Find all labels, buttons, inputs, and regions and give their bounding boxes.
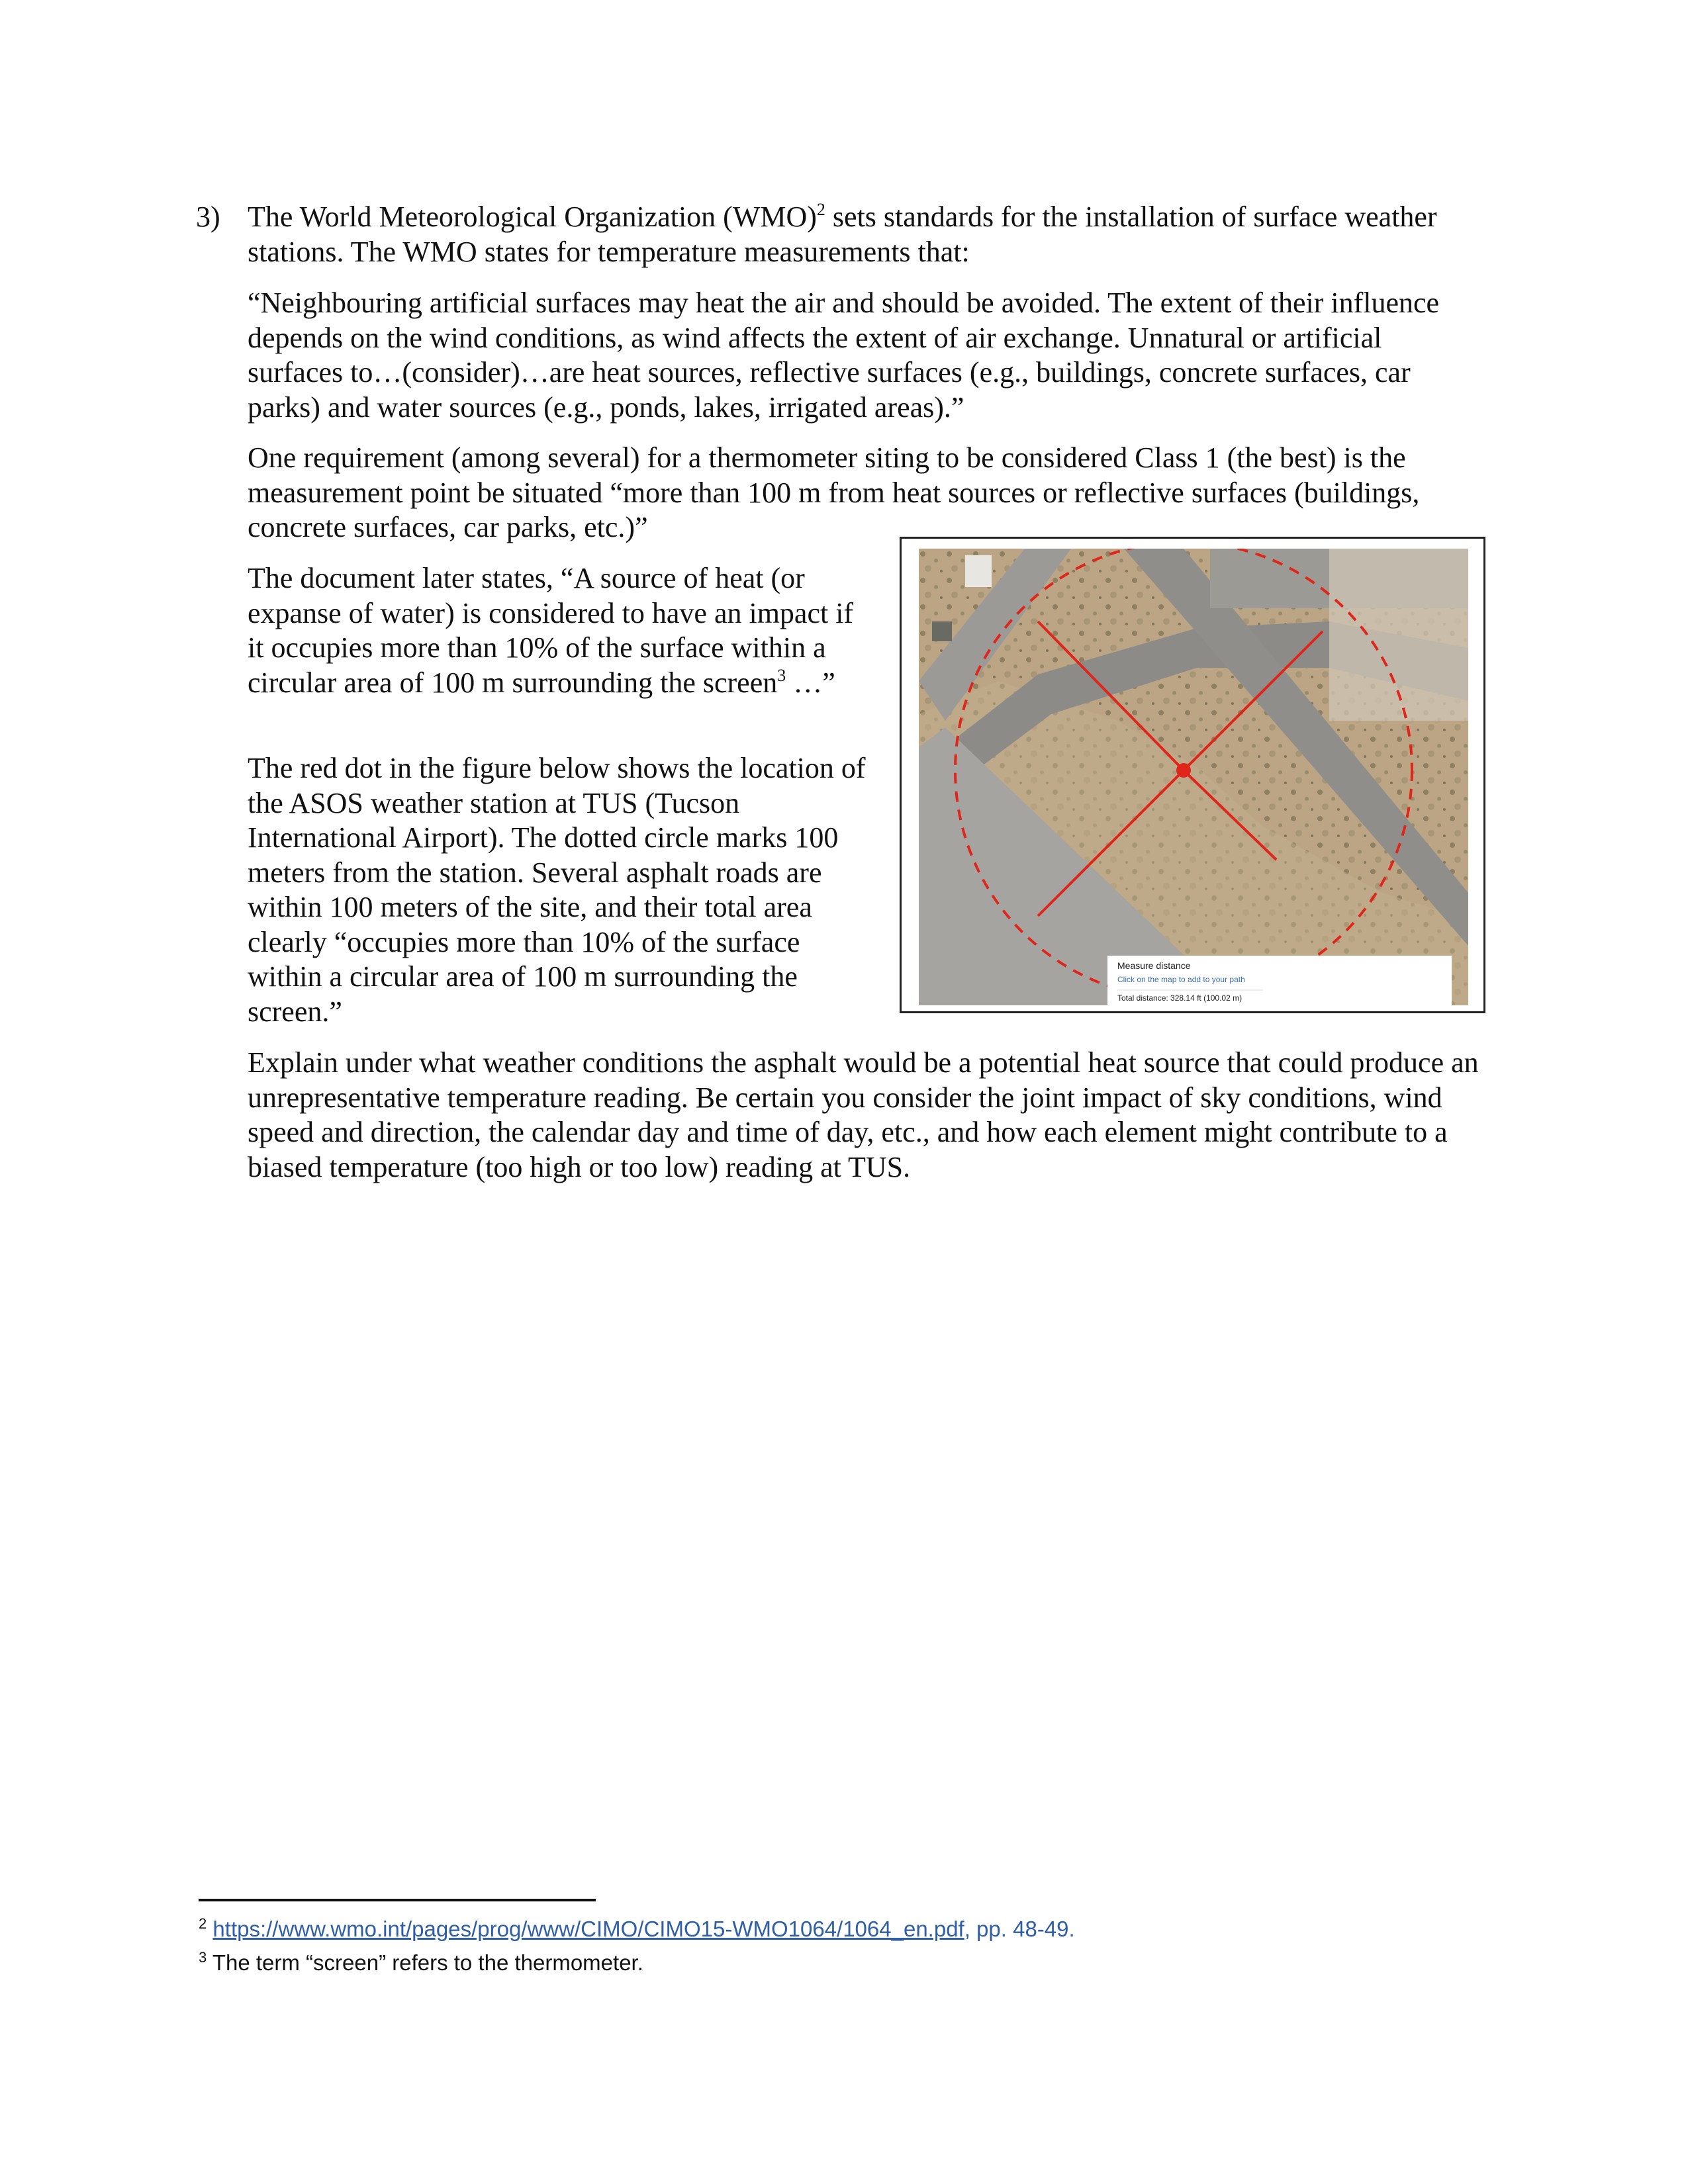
measure-title: Measure distance: [1117, 960, 1191, 971]
figure-description-paragraph: The red dot in the figure below shows the location of the ASOS weather station at TUS (Tucson International Airport). The dotted circle marks 100 meters from the station. Several asphalt roads are within 100 meters of the site, and their total area clearly “occupies more than 10% of the surface within a circular area of 100 m surrounding the screen.”: [248, 752, 866, 1028]
question-number: 3): [196, 201, 220, 233]
heat-source-text-a: The document later states, “A source of heat (or expanse of water) is considered to have an impact if it occupies more than 10% of the surface within a circular area of 100 m surrounding the screen: [248, 562, 854, 699]
building: [965, 555, 992, 587]
footnote-3-number: 3: [199, 1949, 207, 1966]
aerial-figure: [900, 537, 1485, 1013]
measure-hint: Click on the map to add to your path: [1117, 975, 1245, 984]
asos-station-dot: [1176, 763, 1191, 778]
footnote-ref-3[interactable]: 3: [777, 665, 786, 685]
heat-source-text-b: …”: [786, 666, 835, 699]
structure: [932, 621, 952, 641]
intro-text-a: The World Meteorological Organization (WMO): [248, 201, 817, 233]
footnote-2-number: 2: [199, 1915, 207, 1932]
footnote-ref-2[interactable]: 2: [816, 200, 825, 219]
footnote-3: [199, 1950, 643, 1976]
intro-paragraph: [248, 200, 1479, 269]
task-paragraph: Explain under what weather conditions the asphalt would be a potential heat source that could produce an unrepresentative temperature reading. Be certain you consider the joint impact of sky conditions, wind speed and direction, the calendar day and time of day, etc., and how each element might contribute to a biased temperature (too high or too low) reading at TUS.: [248, 1046, 1479, 1183]
heat-source-quote-paragraph: [248, 561, 863, 700]
wmo-document-link[interactable]: https://www.wmo.int/pages/prog/www/CIMO/CIMO15-WMO1064/1064_en.pdf: [212, 1917, 964, 1941]
intro-text-b: sets standards for the installation of surface weather stations. The WMO states for temperature measurements that:: [248, 201, 1437, 268]
footnote-2: [199, 1916, 1075, 1942]
footnote-2-pages: , pp. 48-49.: [964, 1917, 1075, 1941]
footnote-separator: [199, 1899, 596, 1901]
measure-panel: [1107, 956, 1452, 1005]
measure-total: Total distance: 328.14 ft (100.02 m): [1117, 993, 1243, 1003]
class1-requirement-paragraph: One requirement (among several) for a thermometer siting to be considered Class 1 (the best) is the measurement point be situated “more than 100 m from heat sources or reflective surfaces (buildings, concrete surfaces, car parks, etc.)”: [248, 441, 1420, 543]
wmo-quote-paragraph: “Neighbouring artificial surfaces may heat the air and should be avoided. The extent of their influence depends on the wind conditions, as wind affects the extent of air exchange. Unnatural or artificial surfaces to…(consider)…are heat sources, reflective surfaces (e.g., buildings, concrete surfaces, car parks) and water sources (e.g., ponds, lakes, irrigated areas).”: [248, 287, 1440, 424]
footnote-3-text: The term “screen” refers to the thermometer.: [212, 1950, 643, 1975]
aerial-photo: [919, 549, 1468, 1005]
